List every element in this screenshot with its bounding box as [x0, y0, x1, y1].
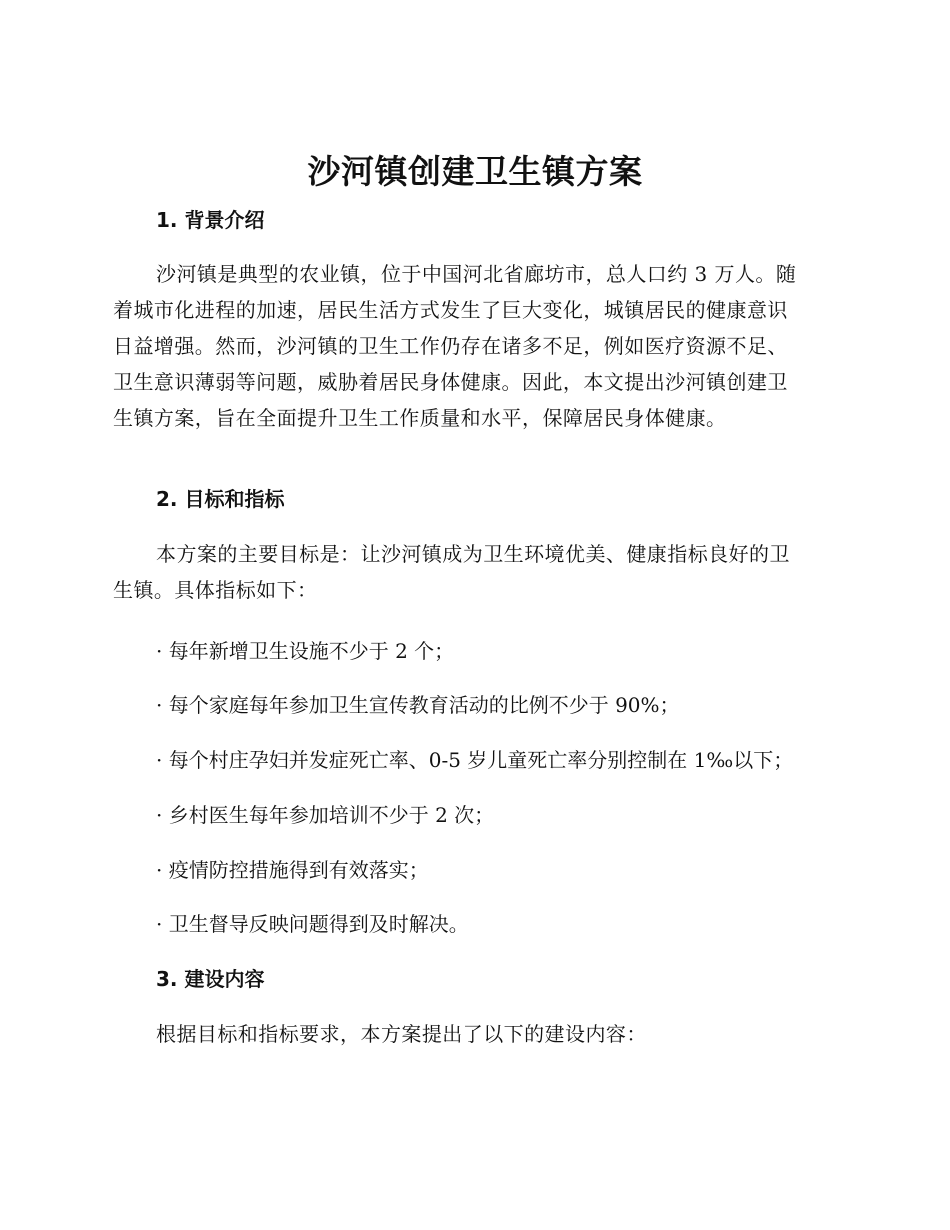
list-item: · 每年新增卫生设施不少于 2 个；: [156, 639, 455, 663]
paragraph-line: 卫生意识薄弱等问题，威胁着居民身体健康。因此，本文提出沙河镇创建卫: [113, 370, 788, 394]
paragraph-line: 着城市化进程的加速，居民生活方式发生了巨大变化，城镇居民的健康意识: [113, 298, 788, 322]
paragraph-construction: [113, 1016, 833, 1052]
paragraph-line: 日益增强。然而，沙河镇的卫生工作仍存在诸多不足，例如医疗资源不足、: [113, 334, 788, 358]
paragraph-goals: [113, 536, 833, 608]
paragraph-line: 沙河镇是典型的农业镇，位于中国河北省廊坊市，总人口约 3 万人。随: [156, 262, 797, 286]
list-item: · 每个村庄孕妇并发症死亡率、0-5 岁儿童死亡率分别控制在 1‰以下；: [156, 748, 794, 772]
list-item: · 疫情防控措施得到有效落实；: [156, 858, 429, 882]
paragraph-line: 根据目标和指标要求，本方案提出了以下的建设内容：: [156, 1022, 647, 1046]
list-item: · 每个家庭每年参加卫生宣传教育活动的比例不少于 90%；: [156, 693, 680, 717]
list-item: · 卫生督导反映问题得到及时解决。: [156, 912, 469, 936]
list-item: · 乡村医生每年参加培训不少于 2 次；: [156, 803, 495, 827]
section-heading-background: 1. 背景介绍: [156, 208, 265, 232]
paragraph-line: 生镇。具体指标如下：: [113, 578, 318, 602]
paragraph-line: 生镇方案，旨在全面提升卫生工作质量和水平，保障居民身体健康。: [113, 406, 727, 430]
paragraph-background: [113, 256, 833, 436]
section-heading-goals: 2. 目标和指标: [156, 487, 285, 511]
document-title: 沙河镇创建卫生镇方案: [307, 152, 643, 191]
section-heading-construction: 3. 建设内容: [156, 967, 265, 991]
paragraph-line: 本方案的主要目标是：让沙河镇成为卫生环境优美、健康指标良好的卫: [156, 542, 790, 566]
